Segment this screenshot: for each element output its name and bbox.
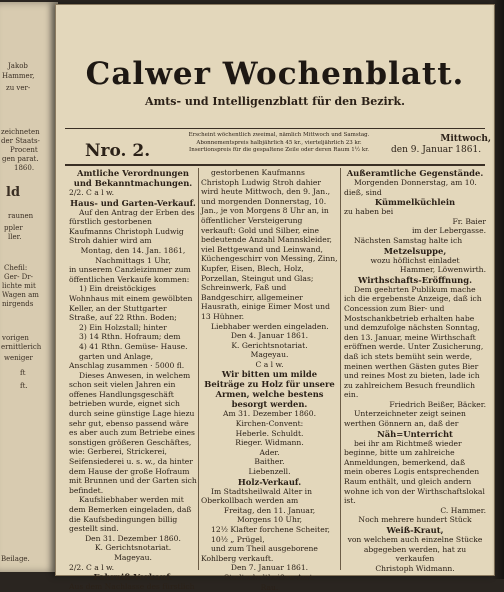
notice-text: gestorbenen Kaufmanns Christoph Ludwig Stroh dahier wird heute Mittwoch, den 9. Jan., und morgenden Donnerstag, 10. Jan., je von Morgens 8 Uhr an, in öffentlicher Versteigerung verkauft: Gold und Silber, eine bedeutende Anzahl Mannskleider, viel Bettgewand und Leinwand, Küchengeschirr von Messing, Zinn, Kupfer, Eisen, Blech, Holz, Porzellan, Steingut und Glas; Schreinwerk, Faß und Bandgeschirr, allgemeiner Hausrath, einige Eimer Most und 13 Hühner. — [201, 168, 338, 321]
notice-text: Mageyau. — [250, 350, 289, 360]
notice-text: Den 7. Januar 1861. — [230, 563, 309, 573]
prev-page-fragment: Chefil: — [4, 264, 28, 272]
notice-heading: Außeramtliche Gegenstände. — [346, 168, 484, 178]
notice-text: Christoph Widmann. — [375, 563, 455, 573]
notice-text: Den 4. Januar 1861. — [230, 331, 309, 341]
notice-heading: Amtliche Verordnungen und Bekanntmachungen. — [73, 168, 193, 188]
notice-text: Unterzeichneter zeigt seinen werthen Gönnern an, daß der — [344, 409, 466, 429]
notice-heading: Wirthschafts-Eröffnung. — [357, 274, 473, 285]
masthead-subtitle: Amts- und Intelligenzblatt für den Bezirk. — [145, 95, 405, 108]
notice-text: Stadtschultheißen-Amt. — [223, 572, 316, 582]
notice-text: zu haben bei — [344, 207, 394, 217]
notice-text: Fr. Baier — [452, 216, 486, 226]
column-divider — [198, 168, 199, 570]
issue-day: Mittwoch, — [440, 134, 491, 144]
masthead-title: Calwer Wochenblatt. — [85, 56, 465, 92]
prev-page-fragment: ppler — [4, 224, 23, 232]
prev-page-fragment: Procent — [10, 146, 38, 154]
notice-text: Montag, den 14. Jan. 1861, — [80, 245, 186, 255]
pub-info-line: Abonnementspreis halbjährlich 45 kr., vierteljährlich 23 kr. — [196, 139, 362, 146]
notice-text: 2) Ein Holzstall; hinter — [79, 322, 167, 332]
issue-number: Nro. 2. — [85, 141, 151, 161]
prev-page-fragment: vorigen — [2, 334, 29, 342]
notice-text: Freitag, den 11. Januar, — [223, 505, 316, 515]
notice-heading: Metzelsuppe, — [383, 245, 447, 256]
notice-text: Liebhaber werden eingeladen. — [211, 321, 329, 331]
prev-page-fragment: lichte mit — [2, 282, 36, 290]
notice-text: Hammer, Löwenwirth. — [399, 265, 486, 275]
notice-text: Liebenzell. — [248, 467, 291, 477]
notice-text: Rieger. Widmann. — [235, 438, 304, 448]
notice-text: K. Gerichtsnotariat. — [231, 340, 308, 350]
notice-text: Nächsten Samstag halte ich — [354, 235, 463, 245]
notice-text: bei ihr am Richtmeß wieder beginne, bitte um zahlreiche Anmeldungen, bemerkend, daß mein oberes Logis entsprechenden Raum enthält, und gleich andern wohne ich von der Wirthschaftslokal ist. — [344, 438, 485, 506]
issue-date: den 9. Januar 1861. — [391, 145, 482, 155]
notice-text: 2/2. C a l w. — [69, 188, 115, 197]
notice-text: im der Lebergasse. — [411, 226, 486, 236]
notice-text: Baither. — [254, 457, 285, 467]
prev-page-fragment: 1860. — [14, 164, 35, 172]
notice-text: von welchem auch einzelne Stücke abgegeben werden, hat zu verkaufen — [347, 535, 483, 564]
notice-text: 10½ „ Prügel, — [211, 534, 265, 544]
notice-heading: Fahrniß-Verkauf. — [93, 572, 173, 583]
notice-text: Ader. — [259, 447, 280, 457]
notice-text: garten und Anlage, — [79, 351, 154, 361]
prev-page-fragment: zu ver- — [6, 84, 31, 92]
prev-page-fragment: Jakob — [8, 62, 28, 70]
notice-heading: Wir bitten um milde Beiträge zu Holz für unsere Armen, welche bestens besorgt werden. — [204, 369, 335, 410]
notice-text: Friedrich Beißer, Bäcker. — [389, 399, 486, 409]
notice-text: Am 31. Dezember 1860. — [222, 409, 316, 419]
notice-text: 2/2. C a l w. — [69, 562, 115, 572]
column-official-notices — [69, 168, 197, 592]
column-official-notices-2 — [201, 168, 338, 592]
notice-text: Auf den Antrag der Erben des fürstlich gestorbenen Kaufmanns Christoph Ludwig Stroh dahier wird am — [69, 207, 195, 246]
prev-page-fragment: gen parat. — [2, 155, 39, 163]
notice-heading: Haus- und Garten-Verkauf. — [70, 197, 196, 208]
prev-page-fragment: weniger — [4, 354, 33, 362]
notice-text: Mageyau. — [114, 552, 152, 562]
notice-text: Rau. — [260, 582, 279, 592]
notice-text: Den 31. Dezember 1860. — [85, 533, 181, 543]
notice-text: in unserem Canzleizimmer zum öffentlichen Verkaufe kommen: — [69, 265, 191, 284]
prev-page-fragment: Beilage. — [1, 555, 30, 563]
notice-text: Aus dem Nachlasse des fürstlich — [69, 582, 195, 592]
notice-text: C. Hammer. — [440, 505, 486, 515]
prev-page-fragment: Hammer, — [2, 72, 35, 80]
notice-text: Nachmittags 1 Uhr, — [95, 255, 171, 265]
top-rule — [65, 128, 485, 129]
notice-heading: Kümmelküchlein — [374, 197, 456, 208]
pub-info-line: Erscheint wöchentlich zweimal, nämlich Mittwoch und Samstag. — [188, 132, 370, 138]
prev-page-fragment: nirgends — [2, 300, 34, 308]
prev-page-fragment: ft — [20, 369, 26, 377]
pub-info-line: Insertionspreis für die gespaltene Zeile oder deren Raum 1½ kr. — [189, 147, 369, 153]
notice-text: K. Gerichtsnotariat. — [94, 543, 172, 553]
notice-heading: Näh=Unterricht — [377, 428, 453, 439]
notice-text: Dem geehrten Publikum mache ich die ergebenste Anzeige, daß ich Concession zum Bier- und Mostschankbetrieb erhalten habe und demzufolge nächsten Sonntag, den 13. Januar, meine Wirthschaft eröffnen werde. Unter Zusicherung, daß ich stets bemüht sein werde, meinen werthen Gästen gutes Bier und reines Most zu bieten, lade ich zu zahlreichem Besuch freundlich ein. — [344, 284, 484, 400]
binding-shadow — [492, 0, 504, 579]
prev-page-fragment: ernittlerich — [1, 343, 42, 351]
prev-page-fragment: raunen — [8, 212, 34, 220]
notice-text: Anschlag zusammen · 5000 fl. — [69, 361, 185, 371]
newspaper-page — [55, 4, 495, 592]
previous-page-edge — [0, 2, 58, 572]
notice-text: Kirchen-Convent: — [235, 419, 304, 429]
column-divider — [340, 168, 341, 570]
notice-text: Morgenden Donnerstag, am 10. dieß, sind — [344, 178, 477, 197]
notice-text: wozu höflichst einladet — [370, 255, 460, 265]
dateline — [391, 134, 491, 156]
publication-info — [173, 132, 385, 155]
column-private-notices — [344, 168, 486, 573]
prev-page-fragment: zeichneten — [1, 128, 40, 136]
notice-text: Heberle. Schuldt. — [235, 428, 304, 438]
notice-text: Kaufsliebhaber werden mit dem Bemerken eingeladen, daß die Kaufsbedingungen billig gestellt sind. — [69, 495, 192, 534]
notice-text: 3) 14 Rthn. Hofraum; dem — [79, 332, 181, 342]
notice-text: Noch mehrere hundert Stück — [358, 515, 472, 525]
notice-text: Im Stadtsheilwald Alter in Oberkollbach werden am — [201, 486, 312, 506]
notice-text: 1) Ein dreistöckiges Wohnhaus mit einem gewölbten Keller, an der Stuttgarter Straße, auf 22 Rthn. Boden; — [69, 284, 193, 323]
notice-heading: Weiß-Kraut, — [386, 525, 444, 535]
notice-text: Dieses Anwesen, in welchem schon seit vielen Jahren ein offenes Handlungsgeschäft betrieben wurde, eignet sich durch seine günstige Lage hiezu sehr gut, ebenso passend wäre es aber auch zum Betriebe eines sonstigen größeren Geschäftes, wie: Gerberei, Strickerei, Seifensiederei u. s. w., da hinter dem Hause der große Hofraum mit Brunnen und der Garten sich befindet. — [69, 370, 197, 495]
notice-text: und zum Theil ausgeborene Kohlberg verkauft. — [201, 544, 318, 563]
header-rule — [65, 164, 485, 166]
prev-page-fragment: ller. — [8, 233, 22, 241]
notice-text: C a l w. — [255, 359, 284, 369]
notice-heading: Holz-Verkauf. — [237, 476, 302, 487]
prev-page-fragment: ft. — [20, 382, 28, 390]
notice-text: 12½ Klafter forchene Scheiter, — [211, 525, 330, 534]
prev-page-fragment: der Staats- — [1, 137, 40, 145]
prev-page-fragment: Wagen am — [2, 291, 39, 299]
notice-text: Morgens 10 Uhr, — [236, 515, 303, 525]
prev-page-fragment: Ger- Dr- — [4, 273, 33, 281]
prev-page-fragment: ld — [6, 185, 21, 200]
notice-text: 4) 41 Rthn. Gemüse- Hause. — [79, 341, 188, 351]
